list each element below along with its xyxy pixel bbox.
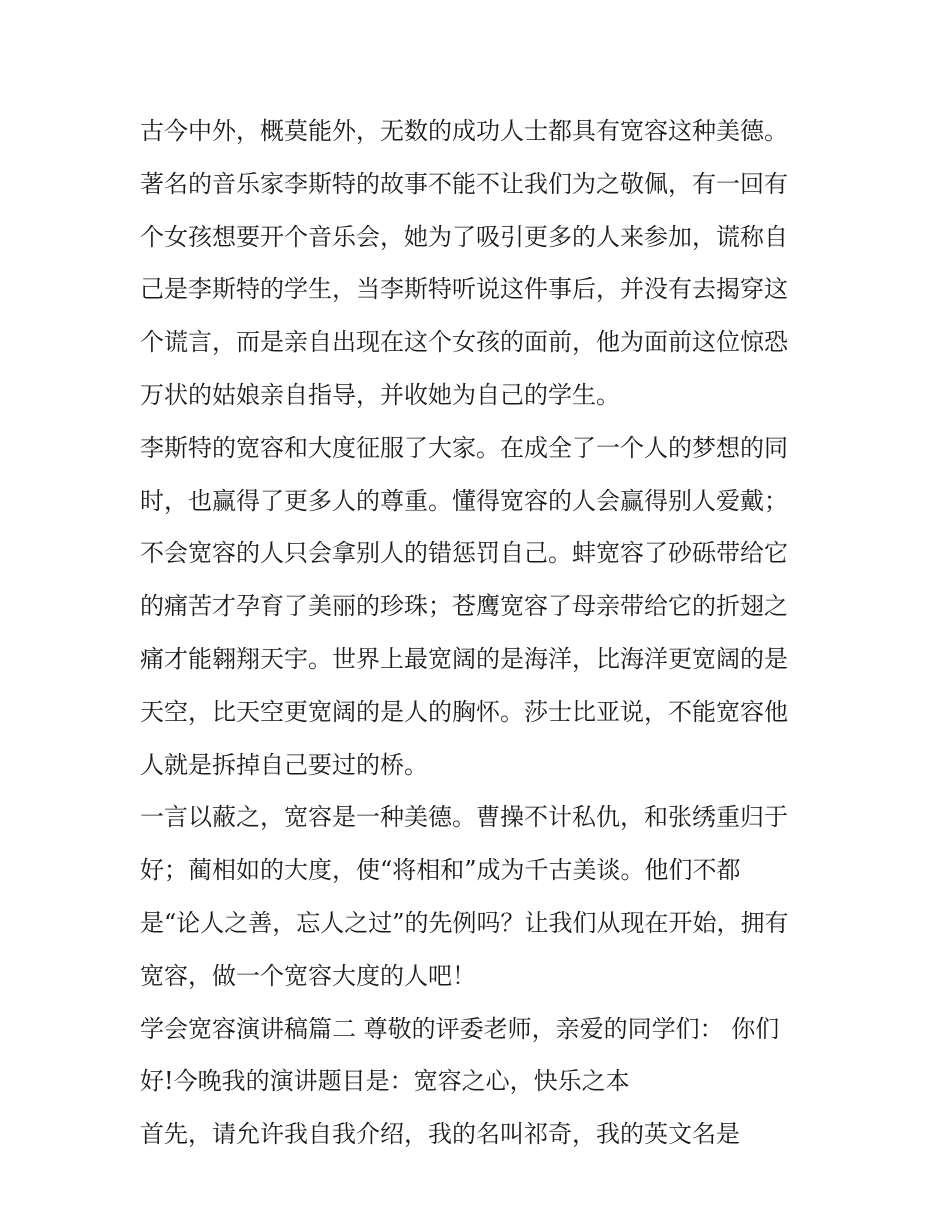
text-line: 一言以蔽之，宽容是一种美德。曹操不计私仇，和张绣重归于: [140, 803, 788, 832]
text-line: 个女孩想要开个音乐会，她为了吸引更多的人来参加，谎称自: [140, 222, 788, 251]
text-line: 的痛苦才孕育了美丽的珍珠；苍鹰宽容了母亲带给它的折翅之: [140, 592, 788, 621]
text-line: 好!今晚我的演讲题目是：宽容之心，快乐之本: [140, 1067, 630, 1096]
text-line: 时，也赢得了更多人的尊重。懂得宽容的人会赢得别人爱戴；: [140, 486, 788, 515]
text-line: 古今中外，概莫能外，无数的成功人士都具有宽容这种美德。: [140, 117, 788, 145]
text-line: 著名的音乐家李斯特的故事不能不让我们为之敬佩，有一回有: [140, 169, 788, 198]
text-line: 痛才能翱翔天宇。世界上最宽阔的是海洋，比海洋更宽阔的是: [140, 644, 788, 673]
text-line: 是“论人之善，忘人之过”的先例吗？让我们从现在开始，拥有: [140, 908, 789, 937]
text-line: 不会宽容的人只会拿别人的错惩罚自己。蚌宽容了砂砾带给它: [140, 539, 788, 568]
text-line: 李斯特的宽容和大度征服了大家。在成全了一个人的梦想的同: [140, 433, 788, 462]
text-line: 己是李斯特的学生，当李斯特听说这件事后，并没有去揭穿这: [140, 275, 788, 304]
text-line: 学会宽容演讲稿篇二 尊敬的评委老师，亲爱的同学们： 你们: [140, 1014, 780, 1043]
text-line: 首先，请允许我自我介绍，我的名叫祁奇，我的英文名是: [140, 1120, 740, 1149]
text-line: 宽容，做一个宽容大度的人吧！: [140, 961, 476, 990]
text-line: 个谎言，而是亲自出现在这个女孩的面前，他为面前这位惊恐: [140, 328, 788, 357]
document-body: [140, 105, 820, 1161]
text-line: 人就是拆掉自己要过的桥。: [140, 750, 428, 779]
text-line: 好；蔺相如的大度，使“将相和”成为千古美谈。他们不都: [140, 856, 741, 885]
text-line: 天空，比天空更宽阔的是人的胸怀。莎士比亚说，不能宽容他: [140, 697, 788, 726]
text-line: 万状的姑娘亲自指导，并收她为自己的学生。: [140, 380, 620, 409]
